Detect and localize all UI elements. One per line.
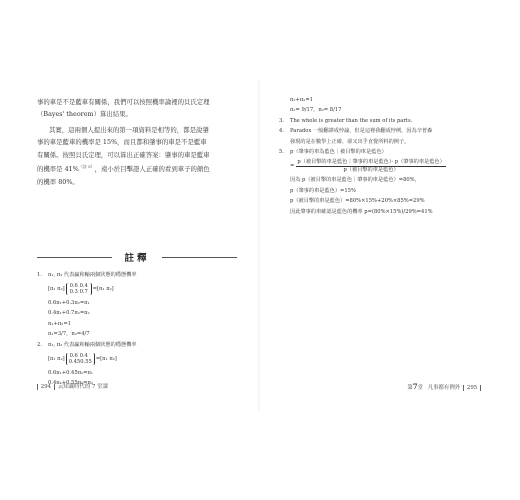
notes-list: [37, 270, 247, 389]
note-item-5: [279, 147, 494, 157]
transition-matrix: [66, 283, 92, 295]
equation-line: π₁+π₂=1: [290, 97, 313, 103]
folio-divider: [463, 385, 464, 391]
text-line-with-footnote: [37, 161, 237, 176]
equation-line: π₁+π₂=1: [48, 320, 71, 327]
folio-divider: [480, 385, 481, 391]
page-footer-left: [34, 382, 108, 390]
folio-divider: [37, 384, 38, 390]
transition-matrix: [66, 353, 95, 365]
note-text: Paradox 一般翻譯成悖論，但是這裡我翻成悖例，因為辛普森: [290, 128, 433, 135]
note-text: The whole is greater than the sum of its parts.: [290, 117, 413, 124]
body-paragraph-1: [37, 96, 237, 121]
bayes-fraction: [279, 157, 494, 175]
chapter-number: 7: [412, 382, 418, 391]
note-number: 5.: [279, 148, 284, 155]
running-title: 凡事都有例外: [427, 385, 461, 391]
equation-line: π₁= 9/17，π₂= 8/17: [290, 107, 342, 114]
result-vector: =[π₁ π₂]: [95, 356, 117, 363]
body-paragraph-2: [37, 124, 237, 188]
chapter-suffix: 堂: [417, 385, 424, 391]
matrix-cell: 0.4: [79, 352, 88, 359]
matrix-cell: 0.55: [80, 359, 92, 366]
heading-rule-right: [162, 257, 237, 258]
left-page: [12, 80, 259, 410]
running-title: 云知識時代的 7 堂課: [57, 384, 108, 390]
result-vector: =[π₁ π₂]: [92, 286, 114, 293]
matrix-cell: 0.3: [69, 289, 78, 296]
folio-divider: [54, 384, 55, 390]
matrix-cell: 0.6: [69, 352, 78, 359]
note-item-2: [37, 340, 247, 351]
note-number: 3.: [279, 117, 284, 124]
note-text: p（肇事的車為藍色｜被目擊的車是藍色）: [290, 148, 387, 155]
equation-line: 0.4π₁+0.55π₂=π₂: [48, 380, 93, 387]
fraction: [296, 159, 445, 174]
note-text: π₁, π₂ 代表贏和輸兩個狀態的穩態機率: [48, 341, 137, 348]
note-number: 4.: [279, 128, 284, 135]
equation-line: 0.6π₁+0.45π₂=π₁: [48, 369, 93, 376]
text-line: 事的車是不是藍車有關係，我們可以按照機率論裡的貝氏定理: [37, 98, 210, 106]
matrix-cell: 0.45: [68, 359, 81, 366]
matrix-cell: 0.7: [79, 289, 88, 296]
text-line: 的機率 80%。: [37, 177, 79, 186]
text-span: ，遠小於目擊證人正確的看到車子的顏色: [94, 165, 210, 174]
matrix-cell: 0.6: [69, 282, 78, 289]
chapter-label: [407, 382, 424, 391]
fraction-denominator: p（被目擊的車是藍色）: [343, 166, 399, 173]
note-item-1: [37, 270, 247, 281]
chapter-prefix: 第: [407, 385, 413, 391]
text-line: 有關係。按照貝氏定理，可以算出正確答案：肇事的車是藍車: [37, 150, 210, 159]
notes-heading: [37, 250, 237, 264]
text-line: 事的車是藍車的機率是 15%，而且都和肇事的車是不是藍車: [37, 138, 207, 147]
fraction-numerator: p（被目擊的車是藍色｜肇事的車是藍色）· p（肇事的車是藍色）: [297, 158, 445, 165]
equals-sign: =: [290, 163, 295, 170]
page-footer-right: [407, 382, 484, 391]
matrix-equation-1: [37, 281, 247, 298]
equation-line: 0.6π₁+0.3π₂=π₁: [48, 299, 90, 306]
right-page: [259, 80, 506, 410]
footnote-ref: （註 5）: [78, 164, 95, 170]
text-line: 其實，這兩個人提出來的第一項資料是相等的，都是說肇: [49, 126, 209, 134]
note-number: 2.: [37, 341, 42, 348]
notes-title: 註釋: [124, 253, 150, 264]
matrix-cell: 0.4: [79, 282, 88, 289]
row-vector: [π₁ π₂]: [48, 286, 65, 293]
text-span: 的機率是 41%: [37, 165, 79, 174]
equation-line: p（肇事的車是藍色）=15%: [290, 187, 356, 194]
note-item-4: [279, 126, 494, 136]
equation-line: 因為 p（被目擊的車是藍色｜肇事的車是藍色）=80%，: [290, 177, 420, 184]
equation-line: 0.4π₁+0.7π₂=π₂: [48, 310, 90, 317]
equation-line: π₁=3/7，π₂=4/7: [48, 331, 90, 338]
page-number: 295: [466, 385, 478, 391]
note-number: 1.: [37, 272, 42, 278]
equation-line: 因此肇事的車確認是藍色的機率 p=(80%×15%)/29%=41%: [290, 208, 433, 215]
note-item-3: [279, 116, 494, 126]
page-number: 294: [40, 384, 52, 390]
text-line: （Bayes' theorem）算出結果。: [37, 110, 132, 119]
note-text: π₁, π₂ 代表贏和輸兩個狀態的穩態機率: [48, 272, 137, 278]
book-spread: [12, 80, 506, 410]
row-vector: [π₁ π₂]: [48, 356, 65, 363]
note-text-continued: 發現的是在數學上正確、卻又出乎直覺所料的例子。: [290, 138, 410, 145]
notes-list-continued: [279, 95, 494, 217]
equation-line: p（被目擊的車是藍色）=80%×15%+20%×85%=29%: [290, 198, 425, 205]
matrix-equation-2: [37, 351, 247, 368]
